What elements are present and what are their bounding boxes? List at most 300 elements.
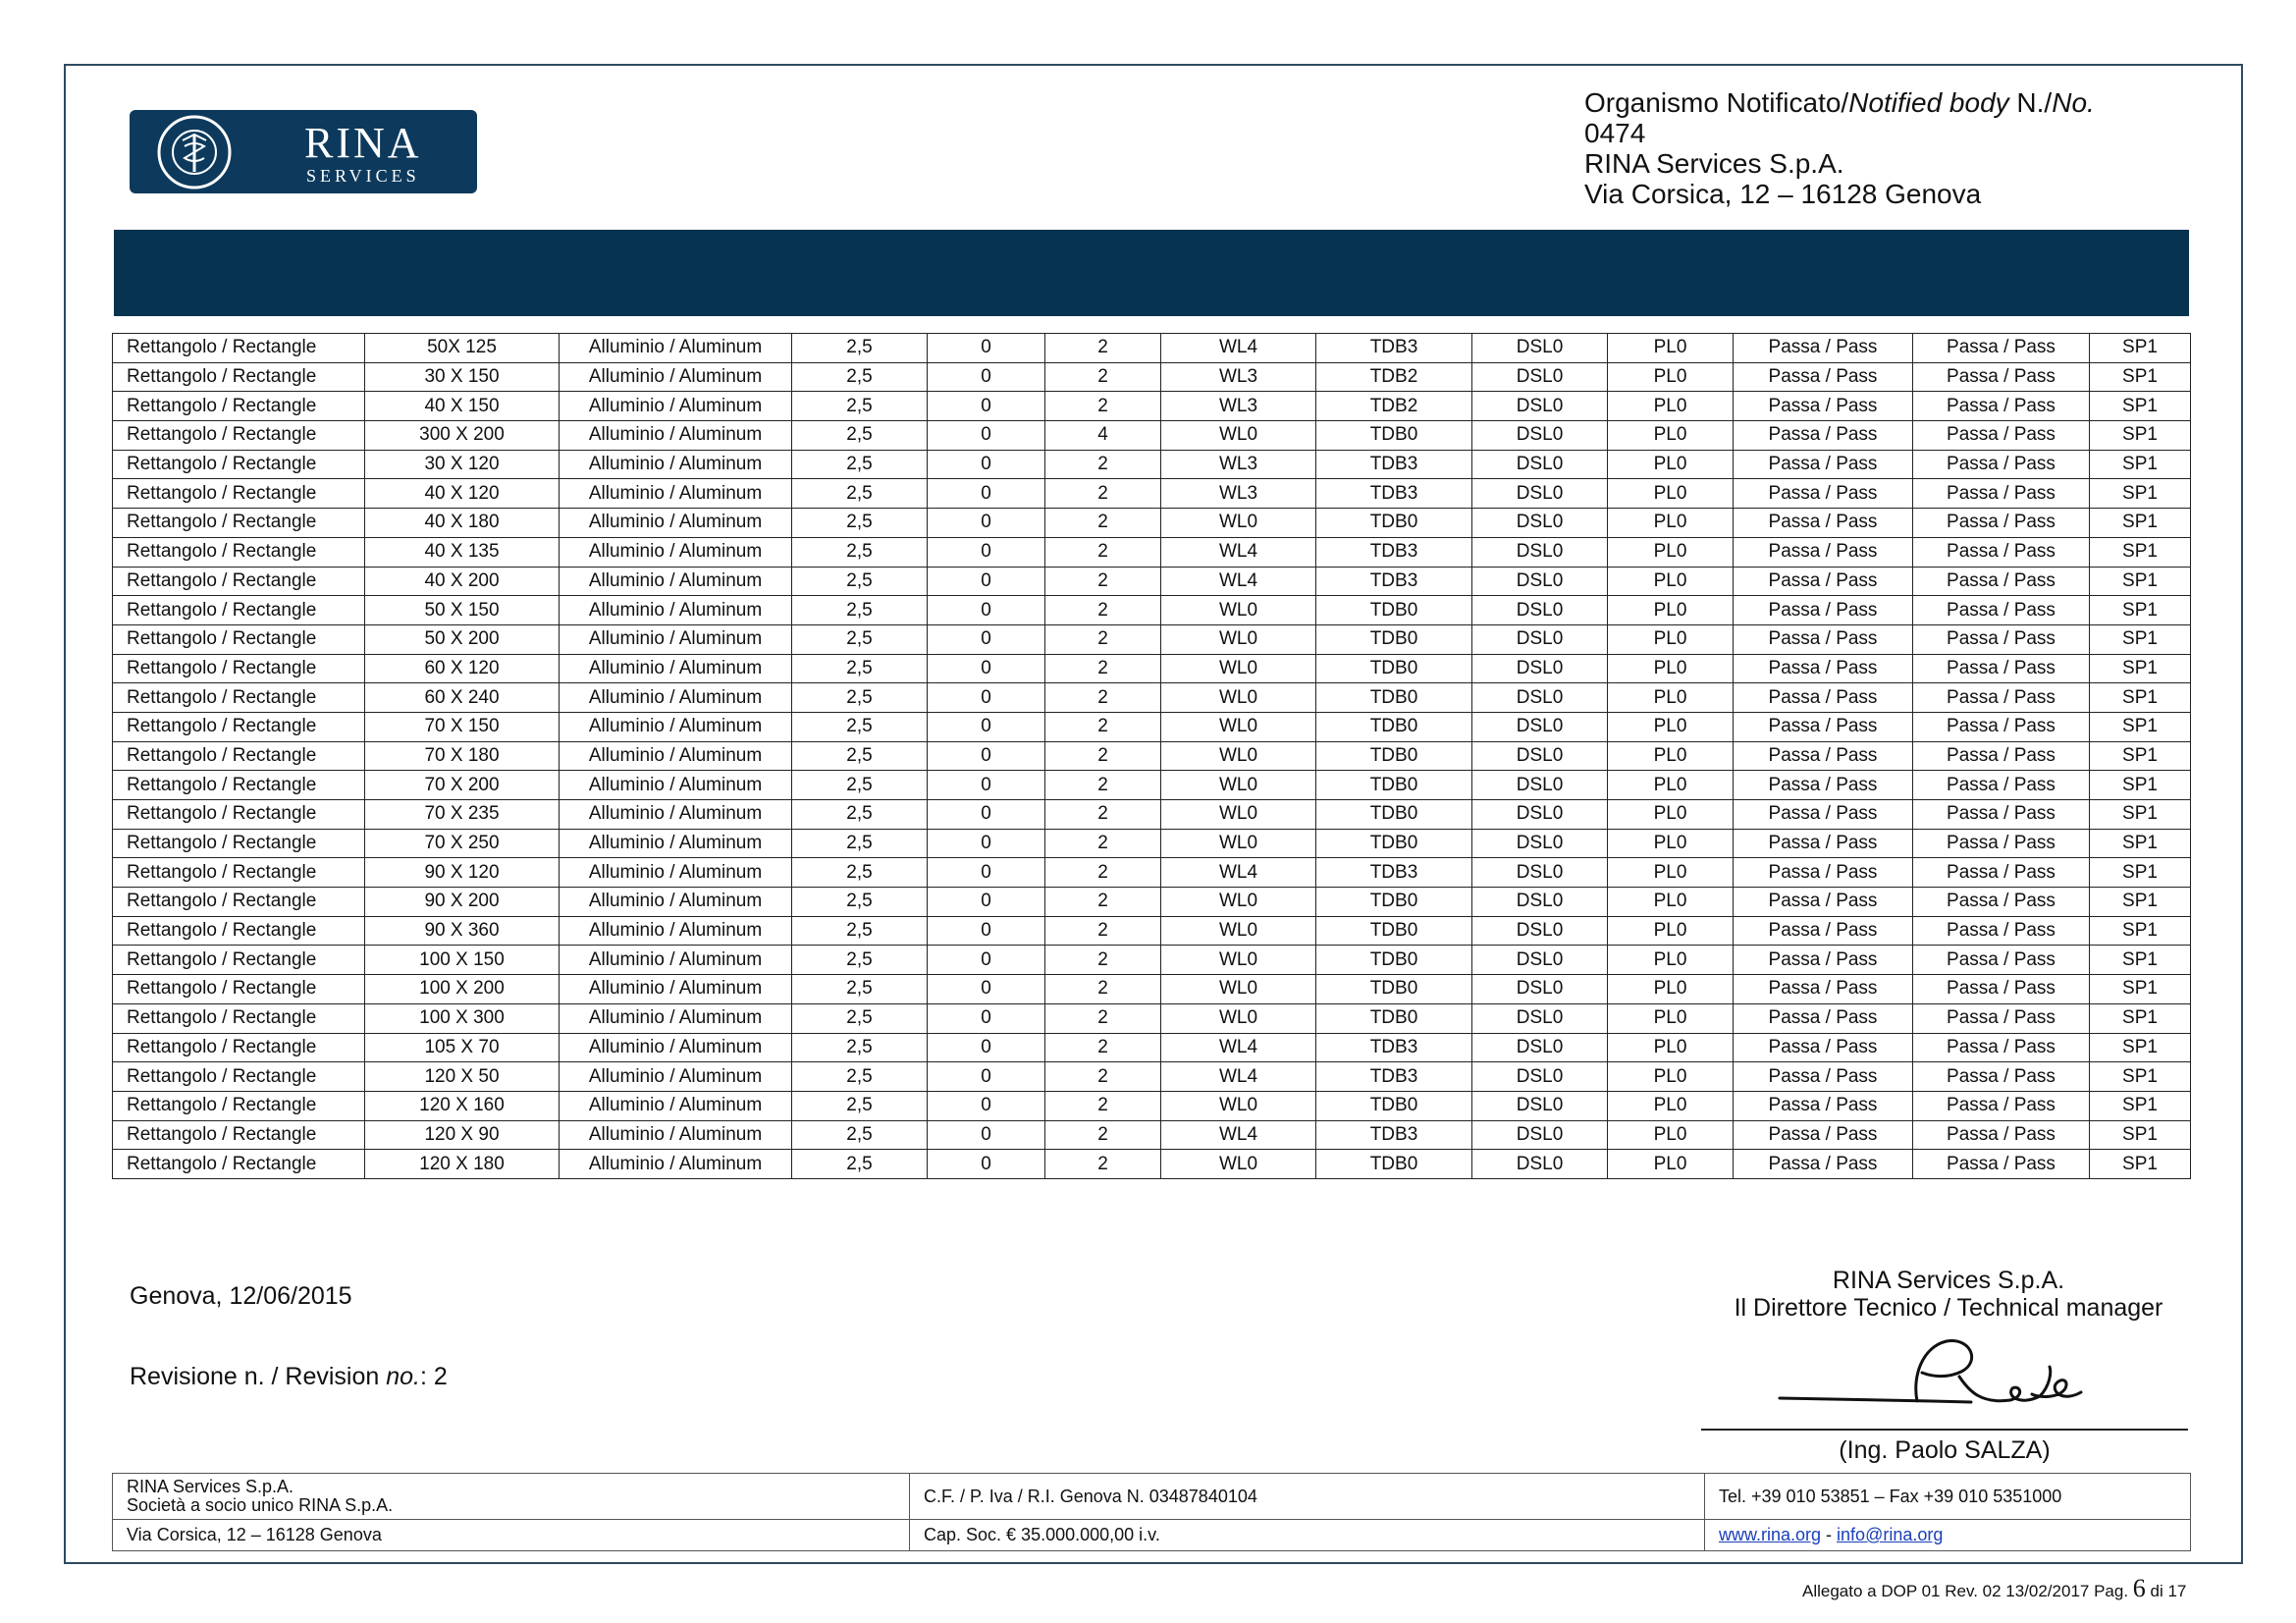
table-cell: 0: [928, 683, 1045, 713]
table-cell: WL4: [1161, 858, 1316, 888]
footer-capital: Cap. Soc. € 35.000.000,00 i.v.: [910, 1520, 1705, 1551]
table-cell: 2,5: [792, 567, 928, 596]
table-cell: Rettangolo / Rectangle: [113, 509, 365, 538]
table-cell: 0: [928, 392, 1045, 421]
table-cell: Passa / Pass: [1913, 334, 2090, 363]
table-cell: 2,5: [792, 509, 928, 538]
table-cell: Alluminio / Aluminum: [560, 362, 792, 392]
table-cell: WL3: [1161, 450, 1316, 479]
table-row: [113, 858, 2191, 888]
logo-subtitle: SERVICES: [306, 166, 420, 186]
signer-company: RINA Services S.p.A.: [1832, 1267, 2065, 1294]
table-row: [113, 654, 2191, 683]
place-date: Genova, 12/06/2015: [130, 1282, 352, 1310]
table-row: [113, 975, 2191, 1004]
table-cell: 90 X 120: [365, 858, 560, 888]
table-cell: 2: [1045, 888, 1161, 917]
table-cell: 0: [928, 888, 1045, 917]
table-cell: 2,5: [792, 1033, 928, 1062]
table-cell: 2: [1045, 683, 1161, 713]
table-cell: SP1: [2090, 741, 2191, 771]
table-cell: 0: [928, 800, 1045, 830]
table-cell: 2,5: [792, 916, 928, 946]
table-cell: PL0: [1608, 450, 1734, 479]
table-cell: Passa / Pass: [1913, 1120, 2090, 1150]
header-band: [114, 230, 2189, 316]
table-cell: Alluminio / Aluminum: [560, 1003, 792, 1033]
table-cell: PL0: [1608, 683, 1734, 713]
table-cell: Rettangolo / Rectangle: [113, 392, 365, 421]
table-cell: 100 X 200: [365, 975, 560, 1004]
signature-line: [1701, 1429, 2188, 1431]
table-cell: 2,5: [792, 334, 928, 363]
table-cell: 0: [928, 975, 1045, 1004]
table-cell: PL0: [1608, 741, 1734, 771]
table-cell: PL0: [1608, 624, 1734, 654]
table-cell: SP1: [2090, 392, 2191, 421]
table-cell: Alluminio / Aluminum: [560, 712, 792, 741]
table-cell: Alluminio / Aluminum: [560, 975, 792, 1004]
table-cell: Passa / Pass: [1913, 509, 2090, 538]
table-cell: 0: [928, 624, 1045, 654]
revision-number: : 2: [420, 1363, 448, 1390]
table-cell: 300 X 200: [365, 421, 560, 451]
table-cell: Passa / Pass: [1913, 829, 2090, 858]
table-row: [113, 509, 2191, 538]
table-cell: SP1: [2090, 624, 2191, 654]
notified-body-number: 0474: [1584, 118, 1646, 148]
table-cell: 2: [1045, 654, 1161, 683]
table-cell: 0: [928, 1091, 1045, 1120]
table-cell: 2,5: [792, 1120, 928, 1150]
table-cell: WL0: [1161, 916, 1316, 946]
table-cell: WL0: [1161, 741, 1316, 771]
table-cell: DSL0: [1472, 624, 1608, 654]
table-cell: PL0: [1608, 829, 1734, 858]
signer-block: [1698, 1267, 2199, 1322]
table-cell: WL0: [1161, 654, 1316, 683]
table-row: [113, 624, 2191, 654]
table-cell: 0: [928, 916, 1045, 946]
table-cell: 2: [1045, 829, 1161, 858]
table-cell: Passa / Pass: [1734, 1033, 1913, 1062]
table-cell: Passa / Pass: [1913, 624, 2090, 654]
table-cell: Rettangolo / Rectangle: [113, 450, 365, 479]
table-cell: 0: [928, 946, 1045, 975]
table-cell: SP1: [2090, 975, 2191, 1004]
table-cell: Passa / Pass: [1913, 450, 2090, 479]
table-cell: 30 X 120: [365, 450, 560, 479]
table-cell: TDB3: [1316, 537, 1472, 567]
table-cell: PL0: [1608, 888, 1734, 917]
table-row: [113, 1091, 2191, 1120]
table-cell: DSL0: [1472, 1003, 1608, 1033]
table-cell: Rettangolo / Rectangle: [113, 1033, 365, 1062]
table-cell: 120 X 90: [365, 1120, 560, 1150]
table-cell: Passa / Pass: [1734, 1120, 1913, 1150]
link-separator: -: [1821, 1525, 1838, 1544]
table-cell: 2: [1045, 712, 1161, 741]
table-cell: SP1: [2090, 888, 2191, 917]
table-cell: 2: [1045, 946, 1161, 975]
table-cell: DSL0: [1472, 712, 1608, 741]
table-cell: 2,5: [792, 1003, 928, 1033]
table-cell: 4: [1045, 421, 1161, 451]
table-cell: WL0: [1161, 596, 1316, 625]
table-cell: TDB0: [1316, 1003, 1472, 1033]
table-cell: 2: [1045, 741, 1161, 771]
table-cell: DSL0: [1472, 392, 1608, 421]
table-row: [113, 1062, 2191, 1092]
table-cell: DSL0: [1472, 741, 1608, 771]
footer-phone: Tel. +39 010 53851 – Fax +39 010 5351000: [1705, 1474, 2191, 1520]
table-cell: PL0: [1608, 800, 1734, 830]
table-cell: 0: [928, 362, 1045, 392]
table-cell: 0: [928, 509, 1045, 538]
table-cell: SP1: [2090, 479, 2191, 509]
footer-links-cell: [1705, 1520, 2191, 1551]
table-cell: Passa / Pass: [1734, 537, 1913, 567]
table-cell: DSL0: [1472, 1062, 1608, 1092]
table-cell: PL0: [1608, 916, 1734, 946]
table-cell: TDB3: [1316, 1062, 1472, 1092]
table-cell: WL0: [1161, 771, 1316, 800]
table-cell: WL0: [1161, 624, 1316, 654]
table-cell: 2: [1045, 567, 1161, 596]
table-cell: SP1: [2090, 334, 2191, 363]
table-cell: Rettangolo / Rectangle: [113, 975, 365, 1004]
table-cell: 0: [928, 712, 1045, 741]
table-cell: PL0: [1608, 1033, 1734, 1062]
table-cell: PL0: [1608, 858, 1734, 888]
notified-body-address: Via Corsica, 12 – 16128 Genova: [1584, 179, 1982, 209]
table-cell: 90 X 360: [365, 916, 560, 946]
table-cell: PL0: [1608, 509, 1734, 538]
footer-company-cell: [113, 1474, 910, 1520]
table-cell: 120 X 180: [365, 1150, 560, 1179]
table-cell: TDB0: [1316, 946, 1472, 975]
table-cell: 2: [1045, 450, 1161, 479]
table-cell: 2,5: [792, 1062, 928, 1092]
table-cell: Passa / Pass: [1913, 916, 2090, 946]
nb-label-it: Organismo Notificato/: [1584, 87, 1849, 118]
table-cell: Passa / Pass: [1913, 1150, 2090, 1179]
footer-company: RINA Services S.p.A.: [127, 1477, 294, 1496]
table-cell: Alluminio / Aluminum: [560, 741, 792, 771]
table-cell: TDB3: [1316, 334, 1472, 363]
table-cell: WL4: [1161, 334, 1316, 363]
table-cell: SP1: [2090, 1003, 2191, 1033]
table-row: [113, 596, 2191, 625]
table-cell: TDB0: [1316, 624, 1472, 654]
table-cell: DSL0: [1472, 567, 1608, 596]
table-cell: 2,5: [792, 946, 928, 975]
table-cell: Alluminio / Aluminum: [560, 1091, 792, 1120]
table-cell: DSL0: [1472, 858, 1608, 888]
table-cell: 50X 125: [365, 334, 560, 363]
table-cell: 2,5: [792, 624, 928, 654]
table-cell: PL0: [1608, 975, 1734, 1004]
footer-company-sub: Società a socio unico RINA S.p.A.: [127, 1495, 394, 1515]
table-cell: TDB0: [1316, 1150, 1472, 1179]
table-cell: Rettangolo / Rectangle: [113, 537, 365, 567]
table-cell: Rettangolo / Rectangle: [113, 888, 365, 917]
table-cell: Passa / Pass: [1913, 683, 2090, 713]
table-cell: Rettangolo / Rectangle: [113, 1150, 365, 1179]
table-cell: 2,5: [792, 888, 928, 917]
revision: [130, 1363, 448, 1391]
table-cell: 40 X 180: [365, 509, 560, 538]
table-cell: TDB0: [1316, 888, 1472, 917]
table-cell: Alluminio / Aluminum: [560, 1150, 792, 1179]
table-cell: 40 X 200: [365, 567, 560, 596]
table-row: [113, 1150, 2191, 1179]
table-cell: 40 X 120: [365, 479, 560, 509]
notified-body-line1: [1584, 87, 2134, 118]
table-cell: PL0: [1608, 1003, 1734, 1033]
table-cell: DSL0: [1472, 683, 1608, 713]
table-cell: 2: [1045, 624, 1161, 654]
table-cell: TDB0: [1316, 771, 1472, 800]
table-cell: 2,5: [792, 858, 928, 888]
table-cell: 0: [928, 858, 1045, 888]
table-cell: Passa / Pass: [1913, 1062, 2090, 1092]
table-cell: Passa / Pass: [1913, 421, 2090, 451]
table-cell: SP1: [2090, 1091, 2191, 1120]
table-cell: TDB2: [1316, 362, 1472, 392]
notified-body-block: [1584, 87, 2134, 216]
table-cell: SP1: [2090, 683, 2191, 713]
table-cell: Alluminio / Aluminum: [560, 567, 792, 596]
table-cell: Alluminio / Aluminum: [560, 450, 792, 479]
page-total: di 17: [2145, 1582, 2187, 1600]
table-cell: Alluminio / Aluminum: [560, 1062, 792, 1092]
table-cell: Passa / Pass: [1734, 654, 1913, 683]
table-cell: 2: [1045, 1033, 1161, 1062]
revision-no-label: no.: [386, 1363, 420, 1390]
website-link[interactable]: www.rina.org: [1719, 1525, 1822, 1544]
table-cell: WL4: [1161, 1120, 1316, 1150]
table-cell: PL0: [1608, 537, 1734, 567]
table-cell: Passa / Pass: [1734, 479, 1913, 509]
table-cell: Alluminio / Aluminum: [560, 829, 792, 858]
table-cell: Passa / Pass: [1734, 683, 1913, 713]
table-cell: Passa / Pass: [1913, 479, 2090, 509]
table-cell: Passa / Pass: [1913, 567, 2090, 596]
table-cell: 100 X 150: [365, 946, 560, 975]
table-cell: 70 X 180: [365, 741, 560, 771]
logo-wordmark: RINA: [304, 119, 422, 167]
table-cell: 2: [1045, 362, 1161, 392]
table-cell: 2,5: [792, 450, 928, 479]
table-cell: DSL0: [1472, 916, 1608, 946]
table-cell: Passa / Pass: [1734, 596, 1913, 625]
table-cell: 70 X 150: [365, 712, 560, 741]
table-cell: SP1: [2090, 829, 2191, 858]
table-cell: 0: [928, 1150, 1045, 1179]
table-row: [113, 888, 2191, 917]
table-cell: Passa / Pass: [1913, 858, 2090, 888]
table-cell: WL0: [1161, 712, 1316, 741]
nb-number-it: N./: [2008, 87, 2053, 118]
table-cell: TDB0: [1316, 741, 1472, 771]
table-cell: SP1: [2090, 712, 2191, 741]
table-cell: 30 X 150: [365, 362, 560, 392]
table-cell: 2: [1045, 1150, 1161, 1179]
table-cell: DSL0: [1472, 479, 1608, 509]
table-cell: 100 X 300: [365, 1003, 560, 1033]
table-row: [113, 683, 2191, 713]
table-cell: Alluminio / Aluminum: [560, 479, 792, 509]
table-cell: SP1: [2090, 567, 2191, 596]
table-cell: Passa / Pass: [1734, 771, 1913, 800]
table-cell: 2: [1045, 334, 1161, 363]
table-cell: 0: [928, 1033, 1045, 1062]
table-cell: WL0: [1161, 1150, 1316, 1179]
page-footer: [1802, 1574, 2186, 1603]
table-cell: Passa / Pass: [1734, 1091, 1913, 1120]
nb-number-en: No.: [2052, 87, 2095, 118]
table-cell: TDB2: [1316, 392, 1472, 421]
table-cell: 70 X 235: [365, 800, 560, 830]
rina-logo: [130, 110, 477, 193]
table-cell: PL0: [1608, 771, 1734, 800]
table-cell: 90 X 200: [365, 888, 560, 917]
rina-seal-icon: [155, 113, 234, 191]
table-row: [113, 1033, 2191, 1062]
table-cell: 50 X 200: [365, 624, 560, 654]
table-cell: Passa / Pass: [1913, 946, 2090, 975]
table-cell: Passa / Pass: [1913, 392, 2090, 421]
table-cell: DSL0: [1472, 362, 1608, 392]
table-cell: Passa / Pass: [1734, 392, 1913, 421]
table-cell: SP1: [2090, 596, 2191, 625]
table-cell: 2: [1045, 1091, 1161, 1120]
table-cell: PL0: [1608, 479, 1734, 509]
table-cell: DSL0: [1472, 1120, 1608, 1150]
table-cell: 2: [1045, 858, 1161, 888]
table-cell: Passa / Pass: [1734, 450, 1913, 479]
table-cell: TDB3: [1316, 450, 1472, 479]
table-cell: PL0: [1608, 567, 1734, 596]
table-cell: SP1: [2090, 1033, 2191, 1062]
table-cell: Passa / Pass: [1734, 509, 1913, 538]
table-cell: 2: [1045, 1062, 1161, 1092]
table-cell: SP1: [2090, 1120, 2191, 1150]
table-cell: WL3: [1161, 392, 1316, 421]
table-cell: 2: [1045, 975, 1161, 1004]
table-cell: Rettangolo / Rectangle: [113, 829, 365, 858]
table-cell: WL0: [1161, 509, 1316, 538]
nb-label-en: Notified body: [1848, 87, 2009, 118]
table-cell: Passa / Pass: [1734, 1150, 1913, 1179]
table-cell: SP1: [2090, 421, 2191, 451]
table-cell: Passa / Pass: [1913, 771, 2090, 800]
table-cell: Passa / Pass: [1734, 421, 1913, 451]
table-cell: PL0: [1608, 1062, 1734, 1092]
table-cell: TDB3: [1316, 1033, 1472, 1062]
table-cell: 2,5: [792, 362, 928, 392]
table-cell: 2,5: [792, 654, 928, 683]
table-row: [113, 450, 2191, 479]
table-cell: WL4: [1161, 1062, 1316, 1092]
table-cell: 2: [1045, 537, 1161, 567]
table-cell: 50 X 150: [365, 596, 560, 625]
table-cell: TDB0: [1316, 712, 1472, 741]
revision-label: Revisione n. / Revision: [130, 1363, 387, 1390]
table-cell: Rettangolo / Rectangle: [113, 683, 365, 713]
table-cell: DSL0: [1472, 537, 1608, 567]
table-cell: 0: [928, 771, 1045, 800]
table-cell: 2,5: [792, 392, 928, 421]
table-cell: Rettangolo / Rectangle: [113, 1062, 365, 1092]
table-cell: 0: [928, 450, 1045, 479]
table-cell: Passa / Pass: [1913, 975, 2090, 1004]
table-cell: 0: [928, 334, 1045, 363]
table-cell: Rettangolo / Rectangle: [113, 946, 365, 975]
table-cell: TDB0: [1316, 654, 1472, 683]
table-cell: DSL0: [1472, 975, 1608, 1004]
table-cell: 2: [1045, 392, 1161, 421]
table-cell: 0: [928, 829, 1045, 858]
table-cell: 0: [928, 1062, 1045, 1092]
table-row: [113, 771, 2191, 800]
table-cell: DSL0: [1472, 888, 1608, 917]
table-cell: TDB3: [1316, 479, 1472, 509]
table-cell: 2,5: [792, 1150, 928, 1179]
table-cell: 2,5: [792, 829, 928, 858]
table-cell: Passa / Pass: [1913, 741, 2090, 771]
table-cell: Passa / Pass: [1913, 362, 2090, 392]
table-cell: DSL0: [1472, 829, 1608, 858]
table-cell: 0: [928, 537, 1045, 567]
table-cell: 70 X 250: [365, 829, 560, 858]
table-cell: Alluminio / Aluminum: [560, 654, 792, 683]
table-cell: TDB0: [1316, 683, 1472, 713]
table-cell: 2,5: [792, 1091, 928, 1120]
table-row: [113, 1003, 2191, 1033]
table-cell: 2: [1045, 596, 1161, 625]
table-cell: Passa / Pass: [1734, 946, 1913, 975]
table-cell: DSL0: [1472, 800, 1608, 830]
table-cell: 2: [1045, 800, 1161, 830]
company-footer: [112, 1473, 2191, 1551]
table-cell: Passa / Pass: [1913, 1091, 2090, 1120]
table-cell: 2: [1045, 479, 1161, 509]
table-cell: WL0: [1161, 421, 1316, 451]
table-cell: 0: [928, 741, 1045, 771]
table-cell: Alluminio / Aluminum: [560, 771, 792, 800]
table-cell: Passa / Pass: [1734, 975, 1913, 1004]
table-cell: PL0: [1608, 392, 1734, 421]
table-cell: DSL0: [1472, 509, 1608, 538]
table-cell: 0: [928, 567, 1045, 596]
table-cell: DSL0: [1472, 1033, 1608, 1062]
email-link[interactable]: info@rina.org: [1837, 1525, 1944, 1544]
table-cell: TDB3: [1316, 1120, 1472, 1150]
table-cell: Passa / Pass: [1734, 1062, 1913, 1092]
table-cell: TDB3: [1316, 858, 1472, 888]
table-cell: Rettangolo / Rectangle: [113, 362, 365, 392]
table-cell: DSL0: [1472, 334, 1608, 363]
table-cell: 2: [1045, 1003, 1161, 1033]
table-cell: TDB0: [1316, 509, 1472, 538]
table-cell: 40 X 135: [365, 537, 560, 567]
table-cell: WL3: [1161, 362, 1316, 392]
table-cell: WL0: [1161, 1091, 1316, 1120]
table-cell: Rettangolo / Rectangle: [113, 858, 365, 888]
table-cell: 60 X 240: [365, 683, 560, 713]
